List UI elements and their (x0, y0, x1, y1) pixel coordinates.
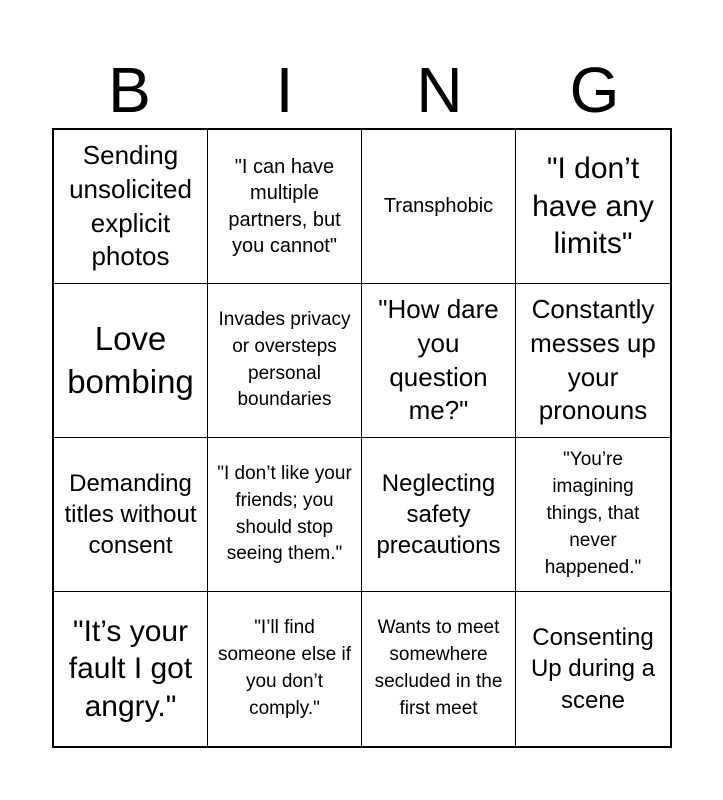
cell-text: Constantly messes up your pronouns (530, 293, 656, 426)
cell-text: Neglecting safety precautions (376, 469, 501, 560)
bingo-cell[interactable] (208, 592, 362, 746)
cell-text: "I’ll find someone else if you don’t comply." (217, 617, 352, 719)
bingo-cell[interactable] (54, 592, 208, 746)
cell-text: "I don’t like your friends; you should stop seeing them." (217, 462, 352, 565)
bingo-cell[interactable] (516, 438, 670, 592)
cell-text: Transphobic (383, 195, 494, 218)
bingo-cell[interactable] (362, 592, 516, 746)
header-letter-g: G (569, 54, 620, 126)
cell-text: Wants to meet somewhere secluded in the first meet (374, 617, 503, 719)
cell-text: Sending unsolicited explicit photos (69, 139, 192, 272)
bingo-board (52, 128, 672, 748)
bingo-cell[interactable] (54, 284, 208, 438)
bingo-header (52, 52, 672, 128)
header-letter-b: B (108, 54, 151, 126)
cell-text: Demanding titles without consent (64, 469, 197, 560)
bingo-cell[interactable] (208, 130, 362, 284)
bingo-cell[interactable] (516, 592, 670, 746)
cell-text: Consenting Up during a scene (530, 624, 656, 714)
cell-text: "I can have multiple partners, but you cannot" (228, 155, 341, 257)
bingo-cell[interactable] (362, 130, 516, 284)
cell-text: "It’s your fault I got angry." (68, 614, 193, 723)
cell-text: Love bombing (67, 320, 194, 400)
header-letter-n: N (416, 54, 463, 126)
header-letter-i: I (275, 54, 294, 126)
bingo-cell[interactable] (208, 284, 362, 438)
bingo-cell[interactable] (362, 284, 516, 438)
bingo-cell[interactable] (208, 438, 362, 592)
bingo-cell[interactable] (54, 438, 208, 592)
bingo-cell[interactable] (362, 438, 516, 592)
bingo-cell[interactable] (516, 284, 670, 438)
bingo-cell[interactable] (54, 130, 208, 284)
cell-text: Invades privacy or oversteps personal boundaries (218, 308, 351, 411)
cell-text: "I don’t have any limits" (532, 152, 654, 261)
cell-text: "You’re imagining things, that never happened." (544, 449, 642, 578)
bingo-cell[interactable] (516, 130, 670, 284)
cell-text: "How dare you question me?" (378, 293, 499, 426)
